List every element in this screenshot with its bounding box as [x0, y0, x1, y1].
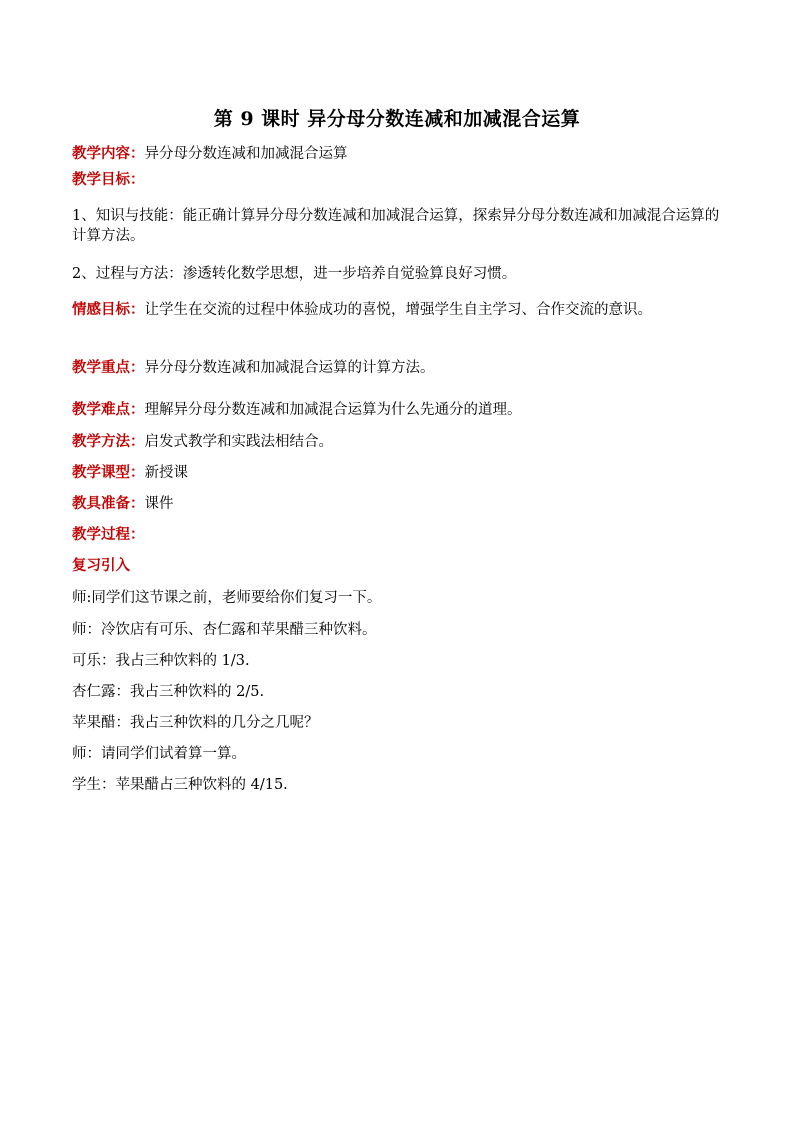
review-line: 苹果醋：我占三种饮料的几分之几呢？ [72, 715, 319, 731]
emotion-goal-text: 让学生在交流的过程中体验成功的喜悦，增强学生自主学习、合作交流的意识。 [144, 302, 652, 318]
emotion-goal-row [72, 300, 722, 320]
process-label: 教学过程： [72, 526, 145, 543]
lesson-type-text: 新授课 [144, 465, 188, 481]
review-line: 师：请同学们试着算一算。 [72, 746, 246, 762]
teaching-content-label: 教学内容： [72, 145, 145, 162]
teaching-content-row [72, 144, 348, 164]
lesson-type-label: 教学课型： [72, 464, 145, 481]
difficulty-text: 理解异分母分数连减和加减混合运算为什么先通分的道理。 [144, 402, 522, 418]
key-point-label: 教学重点： [72, 359, 145, 376]
method-text: 启发式教学和实践法相结合。 [144, 434, 333, 450]
difficulty-label: 教学难点： [72, 401, 145, 418]
review-heading: 复习引入 [72, 557, 130, 574]
goal-item-2: 2、过程与方法：渗透转化数学思想，进一步培养自觉验算良好习惯。 [72, 266, 517, 282]
review-line: 师:同学们这节课之前，老师要给你们复习一下。 [72, 590, 382, 606]
method-label: 教学方法： [72, 433, 145, 450]
teaching-content-text: 异分母分数连减和加减混合运算 [144, 146, 348, 162]
emotion-goal-label: 情感目标： [72, 301, 145, 318]
goal-item-1: 1、知识与技能：能正确计算异分母分数连减和加减混合运算，探索异分母分数连减和加减混合运算的计算方法。 [72, 208, 720, 244]
review-line: 师：冷饮店有可乐、杏仁露和苹果醋三种饮料。 [72, 622, 377, 638]
process-row [72, 525, 145, 545]
key-point-row [72, 358, 435, 378]
teaching-goals-row [72, 170, 145, 190]
key-point-text: 异分母分数连减和加减混合运算的计算方法。 [144, 360, 435, 376]
review-line: 可乐：我占三种饮料的 1/3. [72, 653, 250, 669]
difficulty-row [72, 400, 522, 420]
tools-text: 课件 [144, 496, 174, 512]
page-title: 第 9 课时 异分母分数连减和加减混合运算 [213, 108, 581, 130]
teaching-goals-label: 教学目标： [72, 171, 145, 188]
tools-label: 教具准备： [72, 495, 145, 512]
lesson-type-row [72, 463, 188, 483]
review-line: 杏仁露：我占三种饮料的 2/5. [72, 684, 265, 700]
tools-row [72, 494, 174, 514]
review-heading-row [72, 556, 130, 576]
review-line: 学生：苹果醋占三种饮料的 4/15. [72, 777, 288, 793]
method-row [72, 432, 333, 452]
